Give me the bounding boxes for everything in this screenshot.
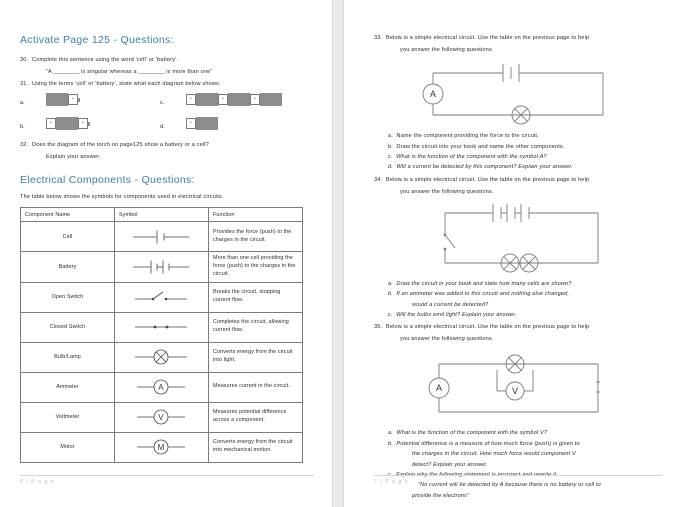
header-function: Function: [209, 208, 303, 222]
battery-figure-d: [186, 117, 218, 130]
q34-part-b-cont: would a current be detected?: [412, 301, 489, 308]
cell-unit: [186, 93, 218, 106]
circuit-33: [374, 59, 662, 125]
q35-part-b-cont: the charges in the circuit. How much force would component V: [412, 451, 576, 458]
question-34-text: Below is a simple electrical circuit. Use the table on the previous page to help: [386, 176, 590, 183]
q33-text-d: Will a current be detected by this component? Explain your answer.: [396, 164, 573, 171]
cell-nub: [88, 122, 90, 126]
q35-label-c: c.: [388, 472, 393, 479]
q34-part-a: [374, 280, 662, 288]
question-33: [374, 34, 662, 42]
q34-label-a: a.: [388, 280, 393, 287]
table-row: [21, 222, 303, 252]
q33-text-c: What is the function of the component with the symbol A?: [396, 153, 547, 160]
q33-text-a: Name the component providing the force to the circuit.: [396, 133, 539, 140]
component-name: Voltmeter: [21, 402, 115, 432]
bulb-symbol: [115, 342, 209, 372]
header-component-name: Component Name: [21, 208, 115, 222]
circuit-35: [374, 348, 662, 422]
question-35-text2: you answer the following questions.: [400, 336, 494, 343]
cell-body: [228, 93, 250, 106]
table-row: [21, 432, 303, 462]
cell-unit: [250, 93, 282, 106]
table-row: [21, 402, 303, 432]
cell-terminal: +: [186, 118, 196, 129]
component-name: Cell: [21, 222, 115, 252]
question-30-fill-in: “A ________ is singular whereas a ________ is more than one”: [46, 69, 213, 76]
battery-item-a: [20, 93, 160, 106]
cell-body: [196, 117, 218, 130]
q33-label-c: c.: [388, 153, 393, 160]
component-function: More than one cell providing the force (push) to the charges in the circuit.: [209, 252, 303, 282]
q33-part-c: [374, 153, 662, 161]
cell-body: [260, 93, 282, 106]
voltmeter-symbol: [115, 402, 209, 432]
question-32: [20, 141, 314, 149]
table-header-row: [21, 208, 303, 222]
battery-row-2: [20, 117, 314, 130]
battery-item-b: [20, 117, 160, 130]
battery-figure-c: [186, 93, 282, 106]
q35-text-a: What is the function of the component with the symbol V?: [396, 430, 548, 437]
header-symbol: Symbol: [115, 208, 209, 222]
q34-text-b: If an ammeter was added to this circuit and nothing else changed,: [396, 291, 570, 298]
table-row: [21, 282, 303, 312]
cell-symbol: [115, 222, 209, 252]
q35-part-b: [374, 440, 662, 448]
question-32-explain: Explain your answer.: [46, 154, 101, 161]
q34-text-c: Will the bulbs emit light? Explain your answer.: [396, 311, 517, 318]
cell-unit: [46, 93, 80, 106]
question-30: [20, 56, 314, 64]
page-right: [343, 0, 676, 507]
cell-unit: [46, 117, 78, 130]
q34-text-a: Draw the circuit in your book and state how many cells are shown?: [396, 280, 572, 287]
q35-text-c: Explain why the following statement is incorrect and rewrite it.: [396, 472, 559, 479]
component-function: Breaks the circuit, stopping current flow.: [209, 282, 303, 312]
motor-symbol: [115, 432, 209, 462]
battery-label-a: a.: [20, 99, 25, 106]
svg-text:V: V: [157, 413, 164, 423]
cell-body: [46, 93, 68, 106]
component-function: Measures current in the circuit.: [209, 372, 303, 402]
question-31-number: 31.: [20, 81, 29, 88]
battery-diagrams: [20, 93, 314, 130]
question-30-number: 30.: [20, 57, 29, 63]
q33-text-b: Draw the circuit into your book and name the other components.: [396, 143, 565, 150]
q35-label-b: b.: [388, 440, 393, 447]
component-name: Battery: [21, 252, 115, 282]
component-name: Motor: [21, 432, 115, 462]
question-34: [374, 176, 662, 184]
cell-terminal: +: [218, 94, 228, 105]
q33-label-a: a.: [388, 133, 393, 140]
component-name: Open Switch: [21, 282, 115, 312]
q34-label-c: c.: [388, 311, 393, 318]
battery-row-1: [20, 93, 314, 106]
page-left: [0, 0, 333, 507]
q35-part-a: [374, 429, 662, 437]
question-34-number: 34.: [374, 176, 383, 183]
q35-part-c-quote1: “No current will be detected by A because there is no battery or cell to: [418, 482, 601, 489]
q33-label-d: d.: [388, 164, 393, 171]
component-function: Converts energy from the circuit into light.: [209, 342, 303, 372]
cell-terminal: +: [68, 94, 78, 105]
question-35-number: 35.: [374, 324, 383, 331]
q35-label-a: a.: [388, 430, 393, 437]
component-function: Provides the force (push) to the charges in the circuit.: [209, 222, 303, 252]
q35-part-c-quote2: provide the electrons”: [412, 492, 470, 499]
q34-part-b: [374, 290, 662, 298]
cell-nub: [78, 98, 80, 102]
cell-terminal: +: [250, 94, 260, 105]
cell-terminal: +: [46, 118, 56, 129]
question-32-text: Does the diagram of the torch on page125 show a battery or a cell?: [32, 142, 209, 149]
question-31: [20, 80, 314, 88]
table-row: [21, 252, 303, 282]
question-31-text: Using the terms 'cell' or 'battery', state what each diagram below shows.: [32, 81, 221, 88]
svg-text:M: M: [157, 443, 164, 453]
circuit-34: [374, 201, 662, 273]
cell-terminal: +: [78, 118, 88, 129]
table-row: [21, 342, 303, 372]
q33-part-d: [374, 163, 662, 171]
question-35: [374, 323, 662, 331]
page-title-activate: Activate Page 125 - Questions:: [20, 34, 174, 46]
question-33-text: Below is a simple electrical circuit. Use the table on the previous page to help: [386, 35, 590, 41]
ammeter-symbol: [115, 372, 209, 402]
svg-text:A: A: [435, 383, 443, 394]
closed-switch-symbol: [115, 312, 209, 342]
component-function: Measures potential difference across a component.: [209, 402, 303, 432]
battery-figure-a: [46, 93, 80, 106]
question-35-text: Below is a simple electrical circuit. Use the table on the previous page to help: [386, 324, 590, 331]
q35-text-b: Potential difference is a measure of how much force (push) is given to: [396, 440, 580, 447]
question-33-number: 33.: [374, 35, 383, 41]
page-title-components: Electrical Components - Questions:: [20, 174, 195, 187]
component-function: Completes the circuit, allowing current flow.: [209, 312, 303, 342]
battery-label-d: d.: [160, 123, 165, 130]
battery-symbol: [115, 252, 209, 282]
battery-label-b: b.: [20, 123, 25, 130]
open-switch-symbol: [115, 282, 209, 312]
footer-left: 6 | P a g e: [20, 475, 314, 485]
footer-right: 7 | P a g e: [374, 475, 662, 485]
svg-text:A: A: [157, 383, 164, 393]
battery-figure-b: [46, 117, 90, 130]
component-function: Converts energy from the circuit into mechanical motion.: [209, 432, 303, 462]
battery-label-c: c.: [160, 99, 165, 106]
component-name: Bulb/Lamp: [21, 342, 115, 372]
table-row: [21, 312, 303, 342]
battery-item-c: [160, 93, 314, 106]
component-name: Closed Switch: [21, 312, 115, 342]
table-row: [21, 372, 303, 402]
question-30-text: Complete this sentence using the word 'cell' or 'battery'.: [32, 57, 179, 63]
cell-unit: [186, 117, 218, 130]
page-gutter: [333, 0, 343, 507]
q35-part-b-cont2: detect? Explain your answer.: [412, 461, 488, 468]
components-table: [20, 207, 303, 462]
q33-label-b: b.: [388, 143, 393, 150]
q34-part-c: [374, 311, 662, 319]
question-34-text2: you answer the following questions.: [400, 188, 494, 195]
q33-part-a: [374, 132, 662, 140]
cell-body: [196, 93, 218, 106]
q33-part-b: [374, 143, 662, 151]
question-33-text2: you answer the following questions.: [400, 47, 494, 54]
q34-label-b: b.: [388, 291, 393, 298]
cell-unit: [78, 118, 90, 129]
component-name: Ammeter: [21, 372, 115, 402]
question-32-number: 32.: [20, 142, 29, 149]
svg-text:A: A: [429, 89, 437, 100]
battery-item-d: [160, 117, 314, 130]
svg-text:V: V: [511, 386, 519, 397]
cell-body: [56, 117, 78, 130]
cell-unit: [218, 93, 250, 106]
table-intro: The table below shows the symbols for components used in electrical circuits.: [20, 194, 224, 201]
cell-terminal: +: [186, 94, 196, 105]
